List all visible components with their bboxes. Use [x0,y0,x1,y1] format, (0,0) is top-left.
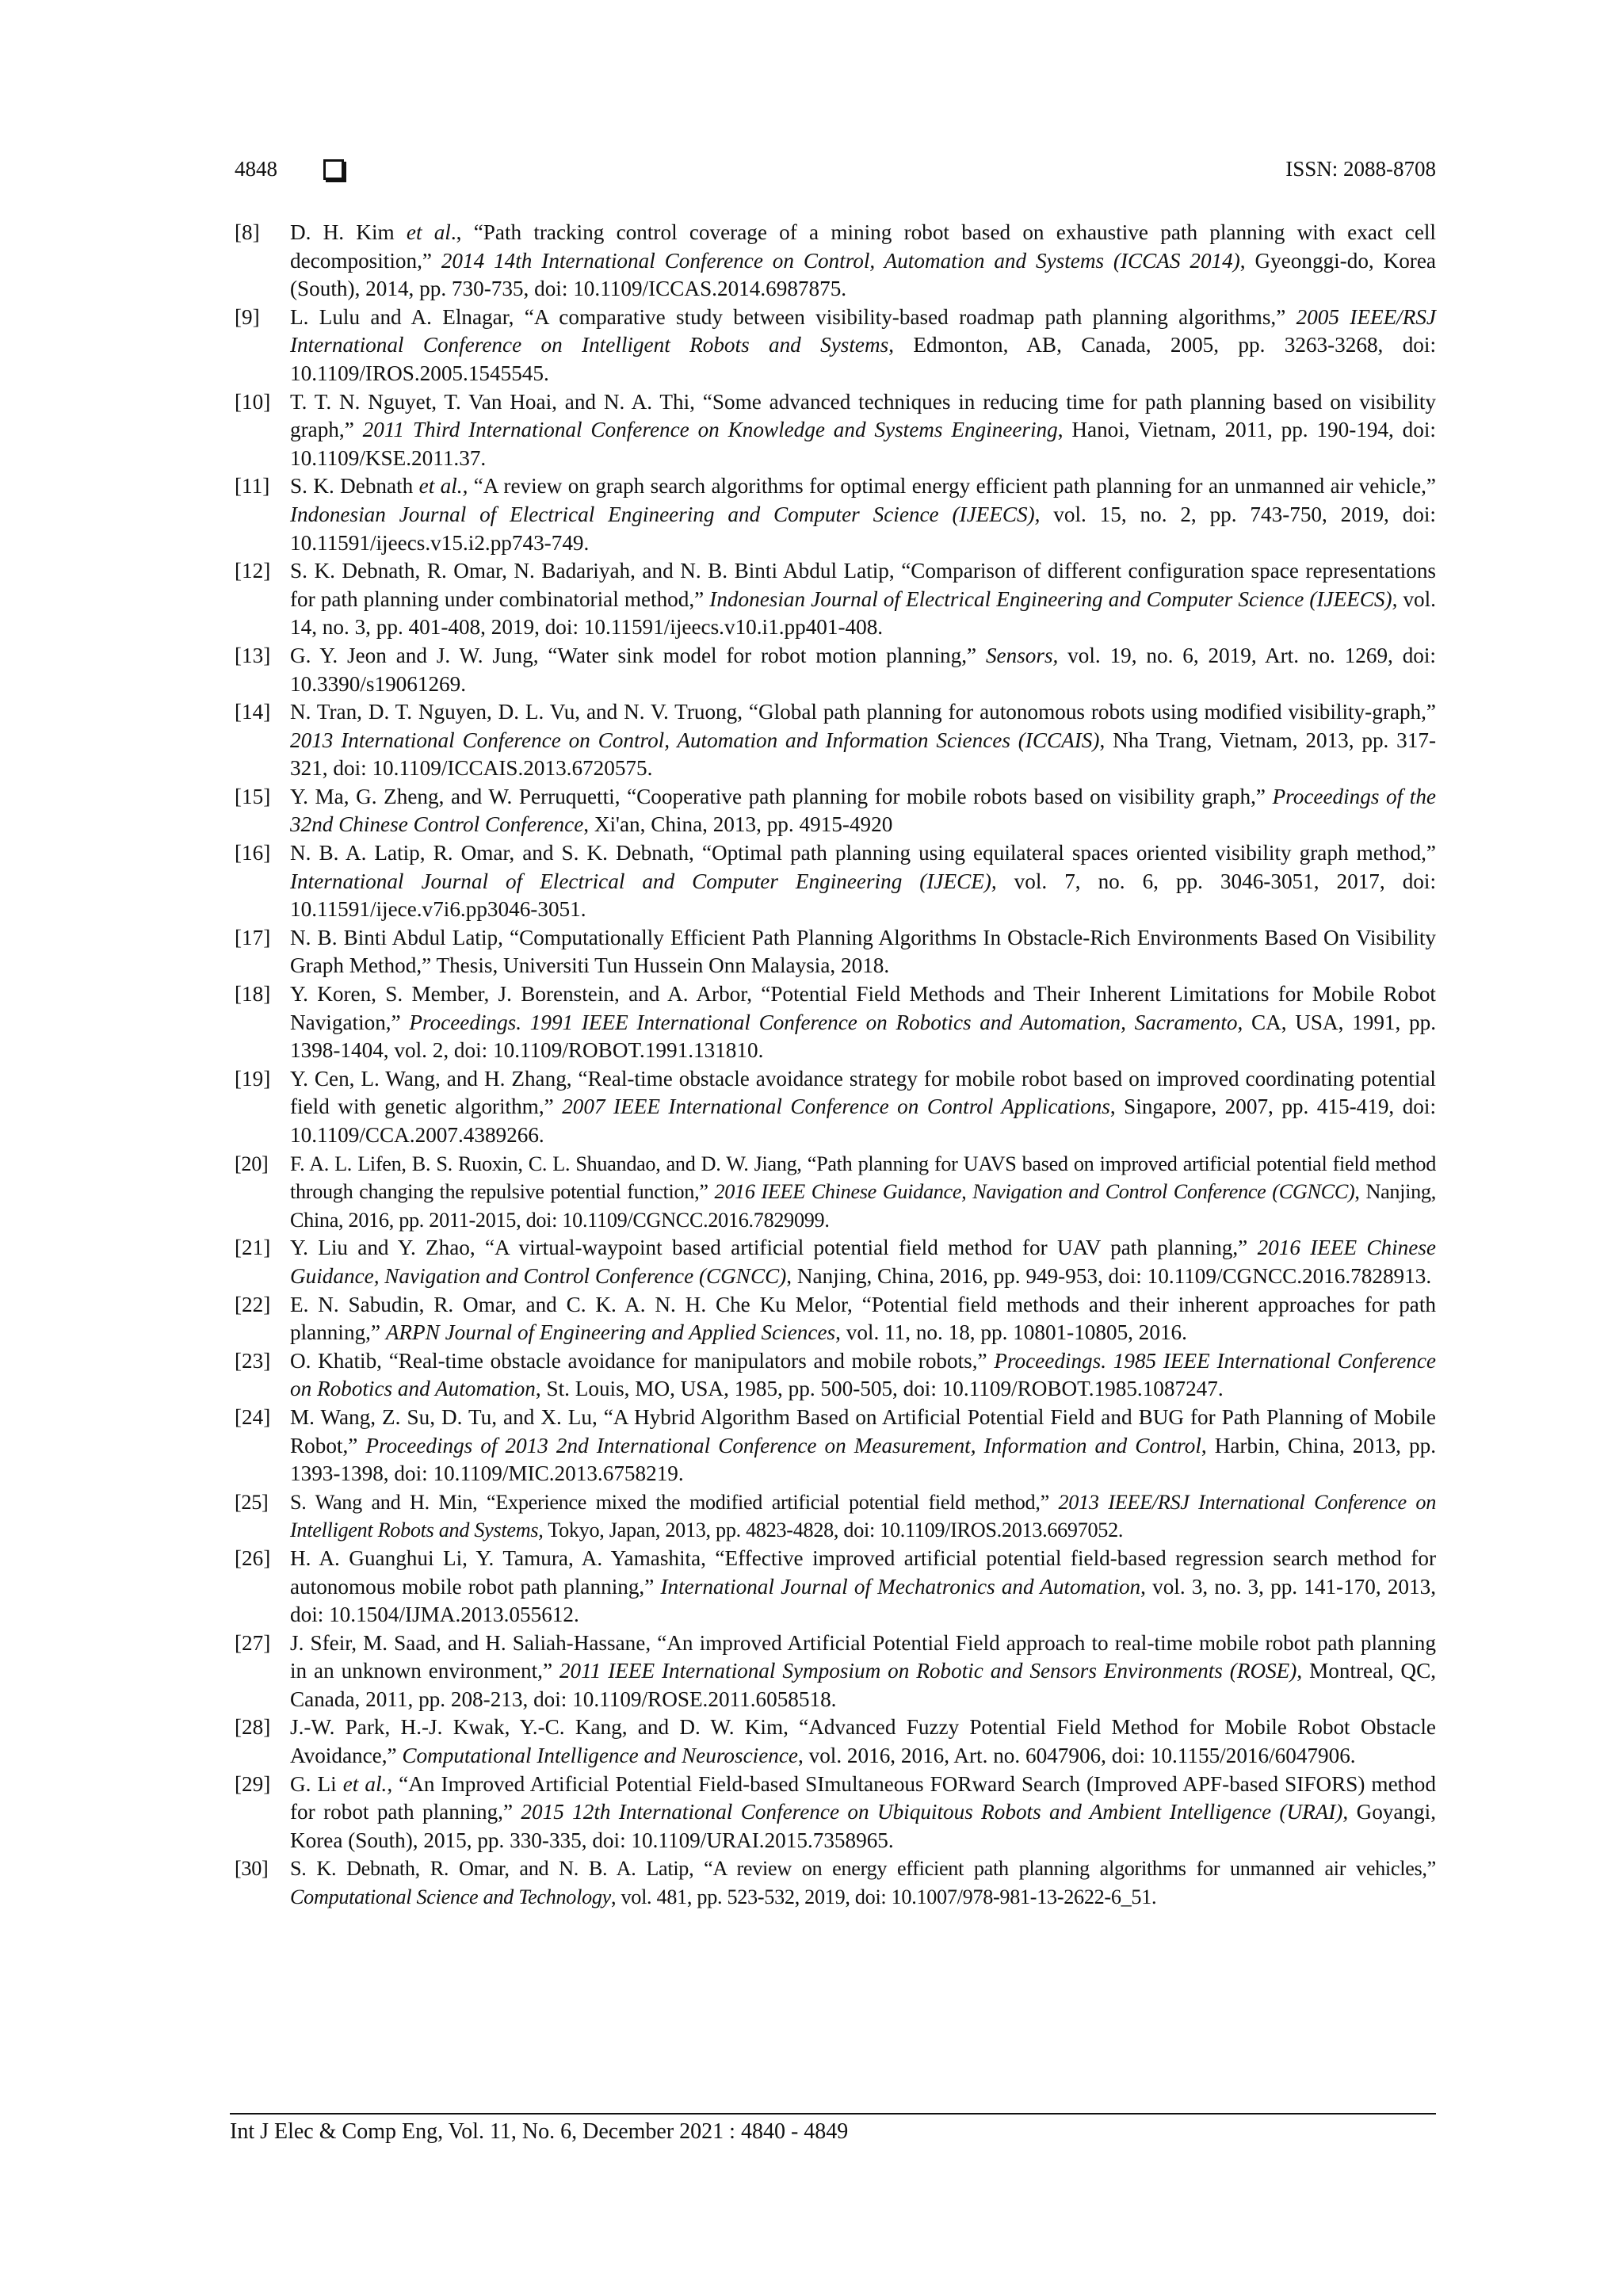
reference-item [235,924,1436,980]
reference-item [235,783,1436,839]
reference-number: [18] [235,982,271,1007]
reference-text [290,1546,1436,1626]
reference-fragment: vol. 19, no. 6, 2019, Art. no. 1269, doi: 10.3390/s19061269. [290,643,1436,696]
reference-number: [20] [235,1152,269,1175]
reference-text [290,841,1436,921]
reference-number: [23] [235,1348,271,1373]
reference-fragment: , Hanoi, Vietnam, 2011, pp. 190-194, doi: 10.1109/KSE.2011.37. [290,418,1436,470]
reference-venue: et al [406,220,451,244]
footer-divider [230,2113,1436,2115]
reference-number: [14] [235,700,271,724]
reference-text [290,305,1436,385]
reference-number: [28] [235,1715,271,1740]
reference-fragment: , Singapore, 2007, pp. 415-419, doi: 10.1109/CCA.2007.4389266. [290,1095,1437,1147]
reference-item [235,839,1436,924]
reference-item [235,1488,1436,1545]
reference-item [235,980,1436,1065]
reference-fragment: , Nanjing, China, 2016, pp. 2011-2015, doi: 10.1109/CGNCC.2016.7829099. [290,1180,1436,1232]
reference-item [235,1771,1436,1855]
reference-fragment: N. B. A. Latip, R. Omar, and S. K. Debnath, “Optimal path planning using equilateral spaces oriented visibility graph method,” [290,841,1436,865]
reference-fragment: , Montreal, QC, Canada, 2011, pp. 208-213, doi: 10.1109/ROSE.2011.6058518. [290,1659,1436,1711]
reference-fragment: J. Sfeir, M. Saad, and H. Saliah-Hassane, “An improved Artificial Potential Field approach to real-time mobile robot path planning in an unknown environment,” [290,1630,1436,1683]
reference-venue: ARPN Journal of Engineering and Applied Sciences [385,1320,836,1345]
reference-venue: Computational Science and Technology [290,1885,611,1909]
reference-item [235,1545,1436,1629]
reference-text [290,1152,1436,1232]
reference-venue: et al., [342,1771,393,1796]
reference-fragment: J.-W. Park, H.-J. Kwak, Y.-C. Kang, and D. W. Kim, “Advanced Fuzzy Potential Field Method for Mobile Robot Obstacle Avoidance,” [290,1715,1436,1768]
reference-fragment: vol. 7, no. 6, pp. 3046-3051, 2017, doi: 10.11591/ijece.v7i6.pp3046-3051. [290,869,1436,922]
reference-fragment: Goyangi, Korea (South), 2015, pp. 330-335, doi: 10.1109/URAI.2015.7358965. [290,1800,1437,1852]
reference-number: [22] [235,1292,271,1316]
reference-item [235,1629,1436,1714]
reference-text [290,926,1436,978]
reference-venue: 2016 IEEE Chinese Guidance, Navigation and Control Conference (CGNCC) [290,1236,1436,1288]
reference-number: [9] [235,304,260,329]
reference-text [290,1405,1436,1485]
reference-fragment: , Nanjing, China, 2016, pp. 949-953, doi: 10.1109/CGNCC.2016.7828913. [786,1263,1432,1288]
reference-item [235,1855,1436,1911]
reference-venue: 2011 IEEE International Symposium on Robotic and Sensors Environments (ROSE) [559,1659,1297,1683]
reference-fragment: Y. Ma, G. Zheng, and W. Perruquetti, “Cooperative path planning for mobile robots based on visibility graph,” [290,784,1273,808]
reference-venue: 2013 International Conference on Control, Automation and Information Sciences (ICCAIS) [290,728,1100,752]
reference-text [290,1067,1436,1147]
reference-fragment: , vol. 11, no. 18, pp. 10801-10805, 2016. [835,1320,1187,1345]
reference-fragment: “An Improved Artificial Potential Field-based SImultaneous FORward Search (Improved APF-based SIFORS) method for robot path planning,” [290,1771,1436,1824]
reference-text [290,644,1436,696]
reference-venue: International Journal of Electrical and Computer Engineering (IJECE), [290,869,997,893]
reference-fragment: T. T. N. Nguyet, T. Van Hoai, and N. A. Thi, “Some advanced techniques in reducing time for path planning based on visibility graph,” [290,389,1436,442]
reference-text [290,1293,1436,1345]
reference-item [235,1347,1436,1404]
reference-text [290,982,1436,1062]
reference-number: [15] [235,784,271,808]
reference-fragment: G. Li [290,1771,343,1796]
reference-fragment: Y. Cen, L. Wang, and H. Zhang, “Real-time obstacle avoidance strategy for mobile robot based on improved coordinating potential field with genetic algorithm,” [290,1066,1436,1119]
reference-text [290,1715,1436,1767]
reference-fragment: , Xi'an, China, 2013, pp. 4915-4920 [583,812,893,837]
reference-number: [29] [235,1771,271,1796]
reference-venue: Proceedings of 2013 2nd International Conference on Measurement, Information and Control [365,1433,1201,1457]
reference-venue: Proceedings. 1985 IEEE International Conference on Robotics and Automation [290,1348,1436,1401]
reference-venue: Proceedings. 1991 IEEE International Conference on Robotics and Automation, Sacramento, [409,1010,1243,1034]
reference-fragment: D. H. Kim [290,220,407,244]
reference-item [235,1404,1436,1488]
reference-text [290,1631,1436,1711]
reference-number: [25] [235,1490,269,1514]
reference-fragment: M. Wang, Z. Su, D. Tu, and X. Lu, “A Hybrid Algorithm Based on Artificial Potential Field and BUG for Path Planning of Mobile Robot,” [290,1404,1436,1457]
reference-text [290,474,1436,554]
reference-fragment: S. K. Debnath, R. Omar, N. Badariyah, and N. B. Binti Abdul Latip, “Comparison of different configuration space representations for path planning under combinatorial method,” [290,559,1436,611]
reference-fragment: S. K. Debnath, R. Omar, and N. B. A. Latip, “A review on energy efficient path planning algorithms for unmanned air vehicles,” [290,1857,1436,1881]
reference-number: [11] [235,474,270,499]
reference-venue: 2014 14th International Conference on Control, Automation and Systems (ICCAS 2014) [441,248,1240,273]
reference-text [290,220,1436,300]
reference-item [235,472,1436,557]
reference-text [290,700,1436,780]
reference-fragment: vol. 14, no. 3, pp. 401-408, 2019, doi: 10.11591/ijeecs.v10.i1.pp401-408. [290,586,1436,640]
journal-footer: Int J Elec & Comp Eng, Vol. 11, No. 6, December 2021 : 4840 - 4849 [230,2119,849,2144]
reference-fragment: , Gyeonggi-do, Korea (South), 2014, pp. 730-735, doi: 10.1109/ICCAS.2014.6987875. [290,248,1436,301]
reference-venue: 2016 IEEE Chinese Guidance, Navigation and Control Conference (CGNCC) [714,1180,1355,1204]
page-header [235,157,1436,189]
reference-venue: Indonesian Journal of Electrical Engineering and Computer Science (IJEECS), [290,502,1041,526]
reference-item [235,557,1436,642]
reference-item [235,1234,1436,1290]
reference-item [235,1065,1436,1150]
reference-venue: 2005 IEEE/RSJ International Conference on Intelligent Robots and Systems [290,304,1437,357]
reference-text [290,1491,1436,1542]
reference-fragment: , Harbin, China, 2013, pp. 1393-1398, doi: 10.1109/MIC.2013.6758219. [290,1433,1436,1486]
reference-fragment: E. N. Sabudin, R. Omar, and C. K. A. N. H. Che Ku Melor, “Potential field methods and their inherent approaches for path planning,” [290,1292,1436,1345]
issn-label: ISSN: 2088-8708 [1285,157,1436,181]
reference-fragment: Tokyo, Japan, 2013, pp. 4823-4828, doi: 10.1109/IROS.2013.6697052. [543,1519,1124,1542]
reference-text [290,559,1436,639]
reference-number: [19] [235,1066,271,1091]
reference-venue: International Journal of Mechatronics and Automation [660,1574,1141,1599]
page-number: 4848 [235,157,277,181]
reference-number: [8] [235,220,260,244]
reference-text [290,785,1436,837]
reference-number: [26] [235,1545,271,1570]
reference-item [235,1713,1436,1770]
reference-item [235,219,1436,304]
reference-item [235,698,1436,783]
reference-fragment: ., “Path tracking control coverage of a mining robot based on exhaustive path planning with exact cell decomposition,” [290,220,1436,273]
reference-fragment: vol. 15, no. 2, pp. 743-750, 2019, doi: 10.11591/ijeecs.v15.i2.pp743-749. [290,502,1436,555]
reference-venue: 2011 Third International Conference on Knowledge and Systems Engineering [362,418,1058,442]
reference-fragment: N. Tran, D. T. Nguyen, D. L. Vu, and N. V. Truong, “Global path planning for autonomous robots using modified visibility-graph,” [290,700,1436,724]
reference-number: [27] [235,1630,271,1655]
reference-item [235,388,1436,473]
reference-text [290,1857,1436,1908]
reference-list [235,219,1436,1912]
reference-venue: 2007 IEEE International Conference on Control Applications [562,1095,1110,1119]
reference-venue: Sensors, [985,643,1059,667]
reference-item [235,1150,1436,1235]
reference-fragment: , Edmonton, AB, Canada, 2005, pp. 3263-3268, doi: 10.1109/IROS.2005.1545545. [290,333,1436,385]
reference-fragment: H. A. Guanghui Li, Y. Tamura, A. Yamashita, “Effective improved artificial potential field-based regression search method for autonomous mobile robot path planning,” [290,1545,1436,1599]
reference-venue: Proceedings of the 32nd Chinese Control Conference [290,784,1436,837]
reference-fragment: S. K. Debnath [290,474,419,499]
reference-fragment: , Nha Trang, Vietnam, 2013, pp. 317-321, doi: 10.1109/ICCAIS.2013.6720575. [290,728,1437,781]
reference-fragment: “A review on graph search algorithms for optimal energy efficient path planning for an unmanned air vehicle,” [468,474,1436,499]
reference-number: [10] [235,389,271,414]
reference-venue: 2013 IEEE/RSJ International Conference on Intelligent Robots and Systems, [290,1490,1436,1542]
reference-fragment: G. Y. Jeon and J. W. Jung, “Water sink model for robot motion planning,” [290,643,986,667]
reference-text [290,1349,1436,1401]
reference-text [290,390,1436,470]
reference-fragment: F. A. L. Lifen, B. S. Ruoxin, C. L. Shuandao, and D. W. Jiang, “Path planning for UAVS based on improved artificial potential field method through changing the repulsive potential function,” [290,1152,1436,1204]
reference-number: [16] [235,841,271,865]
reference-item [235,304,1436,388]
reference-fragment: , vol. 2016, 2016, Art. no. 6047906, doi: 10.1155/2016/6047906. [798,1744,1356,1768]
reference-venue: et al., [418,474,468,499]
reference-fragment: , vol. 3, no. 3, pp. 141-170, 2013, doi: 10.1504/IJMA.2013.055612. [290,1574,1437,1627]
reference-number: [13] [235,643,271,667]
reference-venue: Computational Intelligence and Neuroscience [402,1744,798,1768]
reference-fragment: , St. Louis, MO, USA, 1985, pp. 500-505, doi: 10.1109/ROBOT.1985.1087247. [535,1377,1224,1401]
reference-text [290,1236,1436,1288]
reference-number: [30] [235,1857,269,1881]
reference-fragment: CA, USA, 1991, pp. 1398-1404, vol. 2, doi: 10.1109/ROBOT.1991.131810. [290,1010,1436,1063]
reference-number: [17] [235,925,271,949]
reference-fragment: S. Wang and H. Min, “Experience mixed the modified artificial potential field method,” [290,1490,1059,1514]
reference-item [235,1291,1436,1347]
reference-text [290,1772,1436,1852]
reference-number: [24] [235,1404,271,1429]
reference-number: [21] [235,1236,271,1260]
reference-fragment: , vol. 481, pp. 523-532, 2019, doi: 10.1007/978-981-13-2622-6_51. [611,1885,1157,1909]
reference-fragment: L. Lulu and A. Elnagar, “A comparative study between visibility-based roadmap path planning algorithms,” [290,304,1296,329]
reference-fragment: Y. Koren, S. Member, J. Borenstein, and A. Arbor, “Potential Field Methods and Their Inherent Limitations for Mobile Robot Navigation,” [290,982,1436,1034]
square-box-icon [323,159,344,180]
reference-venue: 2015 12th International Conference on Ubiquitous Robots and Ambient Intelligence (URAI), [521,1800,1349,1824]
reference-venue: Indonesian Journal of Electrical Engineering and Computer Science (IJEECS), [709,586,1398,611]
reference-number: [12] [235,559,271,583]
reference-item [235,642,1436,698]
reference-fragment: O. Khatib, “Real-time obstacle avoidance for manipulators and mobile robots,” [290,1348,995,1373]
reference-fragment: Y. Liu and Y. Zhao, “A virtual-waypoint based artificial potential field method for UAV path planning,” [290,1236,1258,1260]
reference-fragment: N. B. Binti Abdul Latip, “Computationally Efficient Path Planning Algorithms In Obstacle-Rich Environments Based On Visibility Graph Method,” Thesis, Universiti Tun Hussein Onn Malaysia, 2018. [290,925,1436,978]
